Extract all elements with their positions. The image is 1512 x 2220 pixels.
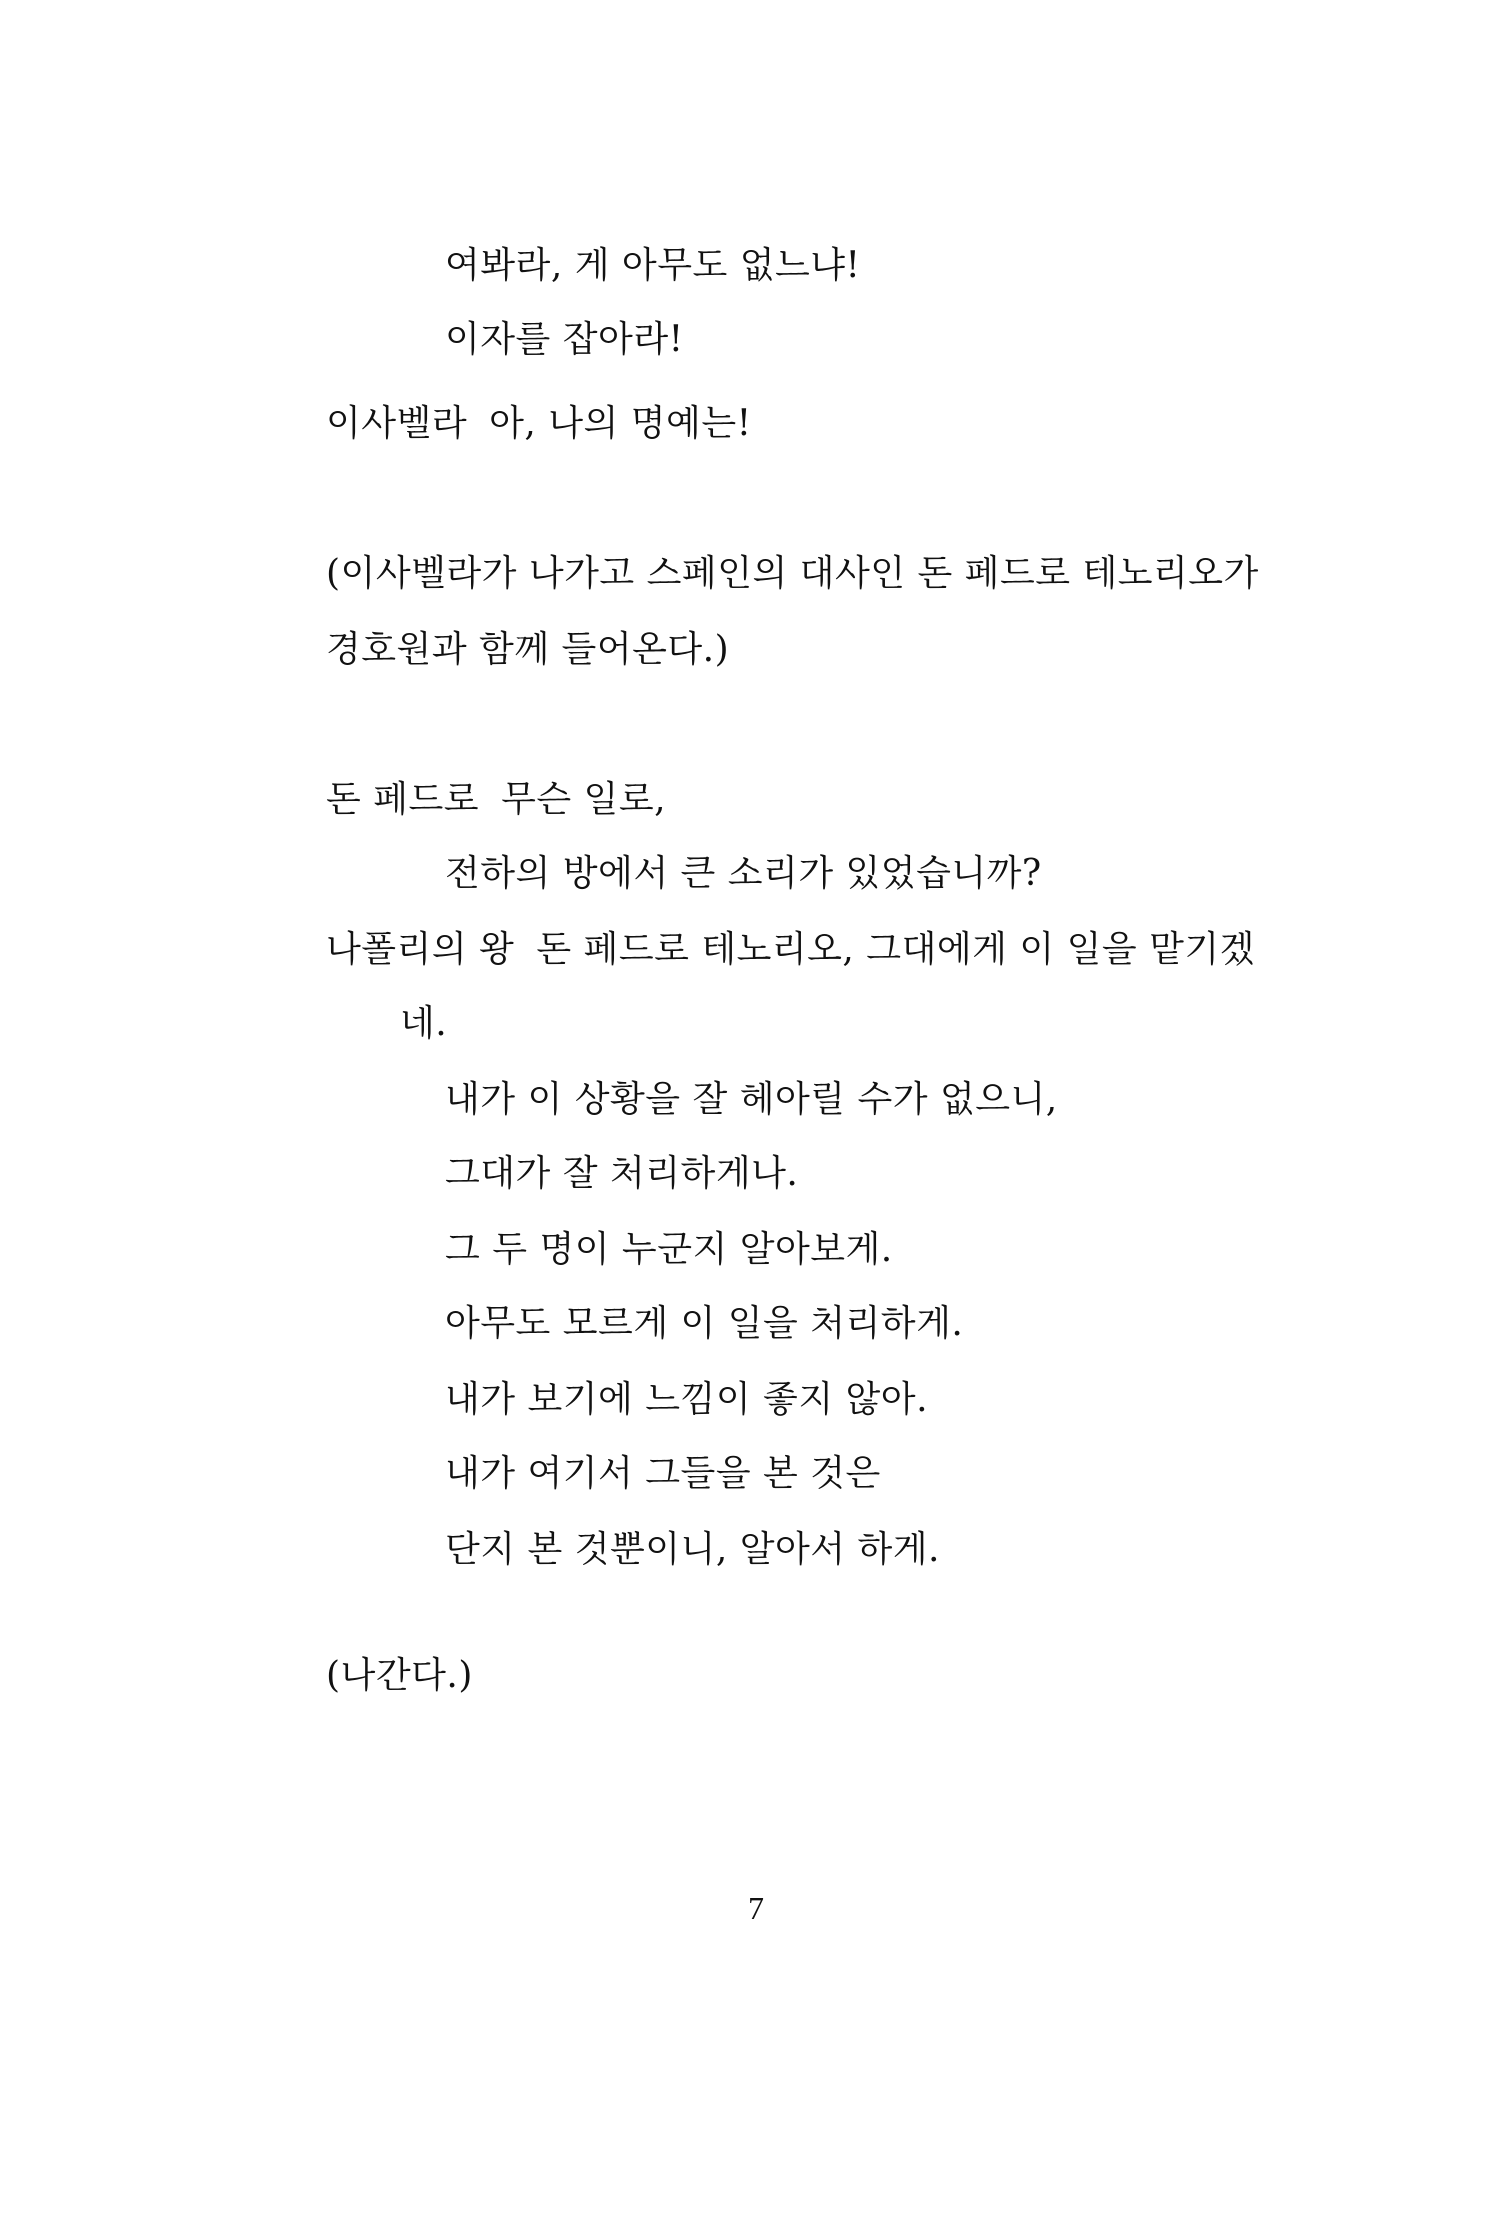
dialogue-line: 내가 여기서 그들을 본 것은	[445, 1453, 881, 1494]
stage-direction: 경호원과 함께 들어온다.)	[326, 629, 730, 670]
dialogue-text: 무슨 일로,	[501, 779, 667, 820]
dialogue-line: 이자를 잡아라!	[445, 319, 684, 360]
dialogue-line: 여봐라, 게 아무도 없느냐!	[445, 245, 861, 286]
dialogue-line: 단지 본 것뿐이니, 알아서 하게.	[445, 1529, 940, 1570]
speaker-name-king: 나폴리의 왕	[326, 929, 515, 970]
dialogue-text: 아, 나의 명예는!	[489, 403, 752, 444]
speaker-name-isabella: 이사벨라	[326, 403, 468, 444]
dialogue-line: 내가 보기에 느낌이 좋지 않아.	[445, 1379, 929, 1420]
speaker-name-don-pedro: 돈 페드로	[326, 779, 480, 820]
dialogue-text: 돈 페드로 테노리오, 그대에게 이 일을 맡기겠	[536, 929, 1255, 970]
page-number: 7	[748, 1890, 764, 1926]
speech-block-isabella	[326, 400, 752, 448]
stage-direction: (나간다.)	[326, 1655, 473, 1696]
dialogue-line: 그대가 잘 처리하게나.	[445, 1153, 799, 1194]
dialogue-line: 아무도 모르게 이 일을 처리하게.	[445, 1303, 964, 1344]
speech-block-king	[326, 926, 1255, 974]
dialogue-line: 전하의 방에서 큰 소리가 있었습니까?	[445, 853, 1042, 894]
dialogue-line: 네.	[400, 1003, 448, 1044]
dialogue-line: 그 두 명이 누군지 알아보게.	[445, 1229, 893, 1270]
dialogue-line: 내가 이 상황을 잘 헤아릴 수가 없으니,	[445, 1079, 1058, 1120]
stage-direction: (이사벨라가 나가고 스페인의 대사인 돈 페드로 테노리오가	[326, 553, 1259, 594]
speech-block-don-pedro	[326, 776, 666, 824]
